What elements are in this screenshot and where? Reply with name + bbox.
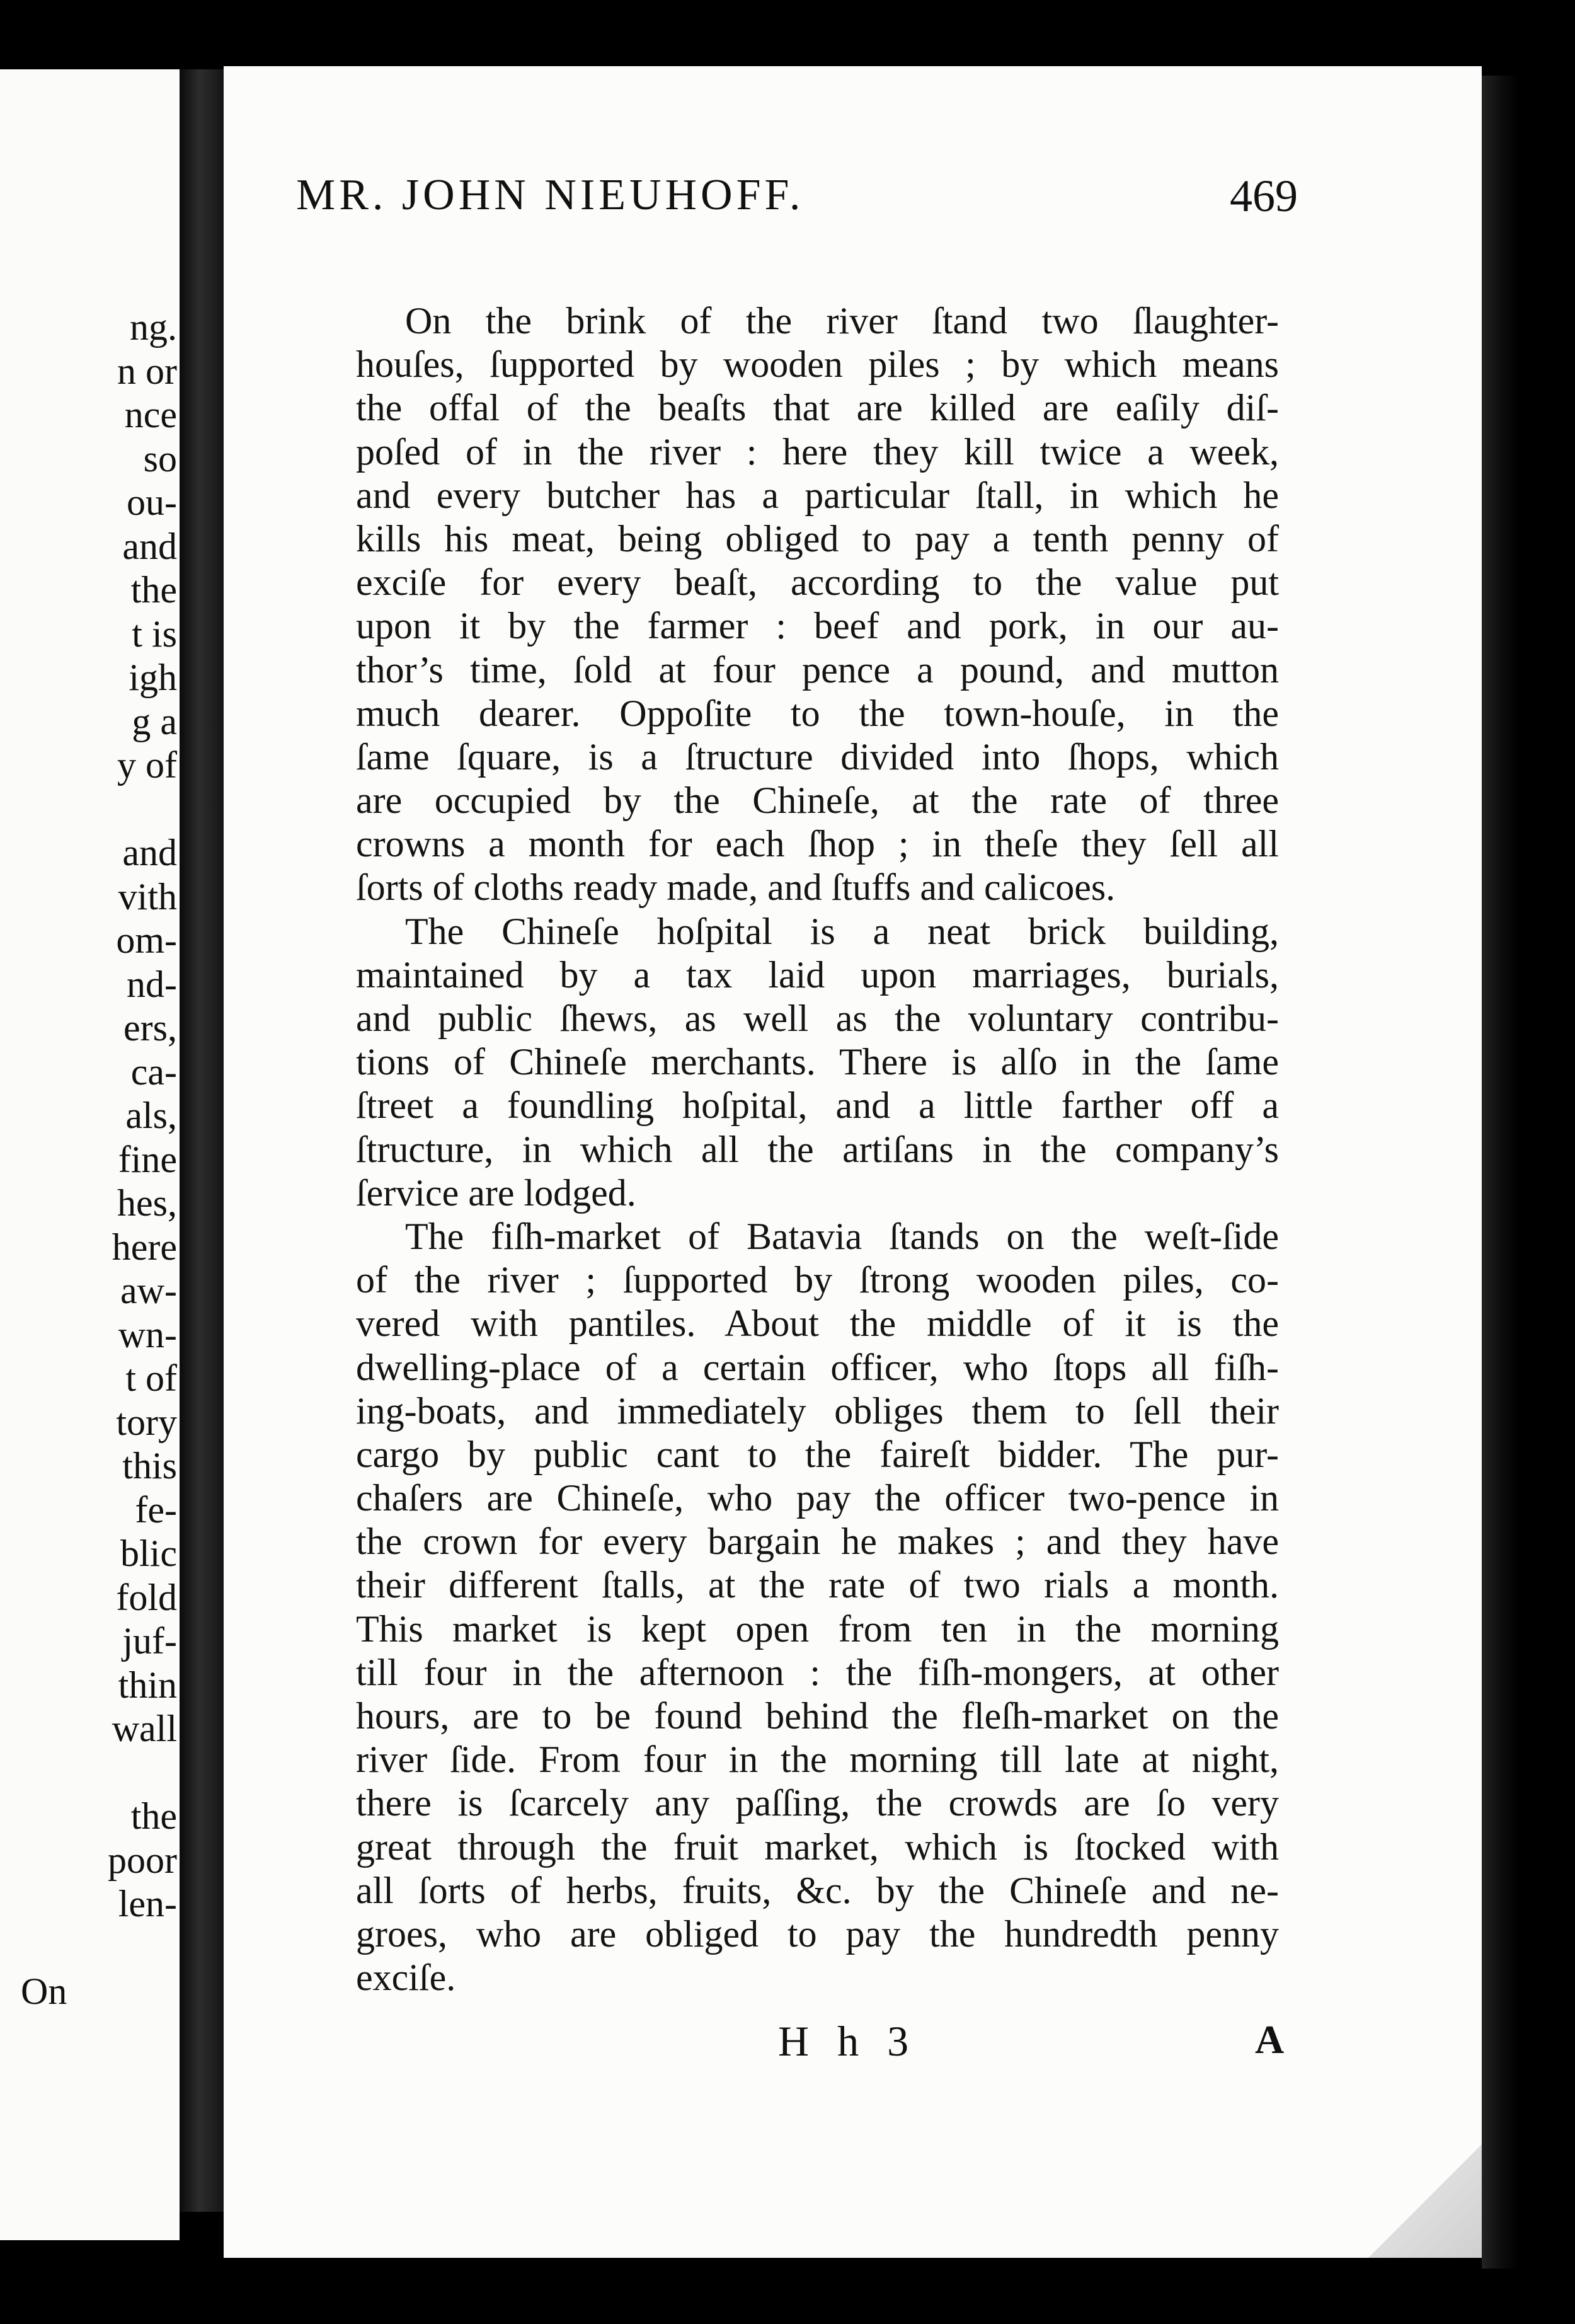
left-page-fragment <box>16 788 180 832</box>
left-page-fragment: len- <box>118 1883 177 1924</box>
body-line: upon it by the farmer : beef and pork, in our au- <box>356 605 1279 647</box>
left-page-fragment <box>16 1926 180 1970</box>
body-line: exciſe for every beaſt, according to the value put <box>356 561 1279 604</box>
body-line: This market is kept open from ten in the morning <box>356 1608 1279 1650</box>
left-page-fragment: om- <box>116 919 177 961</box>
left-page-fragment: t is <box>132 613 177 655</box>
left-page-fragment: and <box>122 832 177 873</box>
left-page-fragment: igh <box>129 657 177 698</box>
body-line: and public ſhews, as well as the voluntary contribu- <box>356 998 1279 1039</box>
body-line: their different ſtalls, at the rate of two rials a month. <box>356 1564 1279 1606</box>
left-page-fragment: blic <box>120 1533 177 1574</box>
body-line: poſed of in the river : here they kill twice a week, <box>356 430 1279 473</box>
body-line: The Chineſe hoſpital is a neat brick building, <box>405 910 1279 952</box>
running-head-title: MR. JOHN NIEUHOFF. <box>296 171 805 219</box>
body-line: ſorts of cloths ready made, and ſtuffs and calicoes. <box>356 866 1116 909</box>
body-line: are occupied by the Chineſe, at the rate of three <box>356 779 1279 822</box>
left-page-fragment: ca- <box>130 1050 177 1093</box>
body-line: crowns a month for each ſhop ; in theſe they ſell all <box>356 823 1279 865</box>
body-line: great through the fruit market, which is ſtocked with <box>356 1826 1279 1868</box>
body-line: the crown for every bargain he makes ; and they have <box>356 1521 1279 1563</box>
body-line: dwelling-place of a certain officer, who ſtops all fiſh- <box>356 1346 1279 1388</box>
body-line: thor’s time, ſold at four pence a pound, and mutton <box>356 648 1279 691</box>
left-page-fragment: nd- <box>127 963 177 1005</box>
left-page-fragment: juf- <box>122 1620 177 1662</box>
body-line: ing-boats, and immediately obliges them to ſell their <box>356 1389 1279 1432</box>
left-page-fragment: the <box>130 1795 177 1837</box>
left-page-fragment: nce <box>124 394 177 435</box>
book-gutter <box>180 69 224 2212</box>
page-number: 469 <box>1230 171 1298 221</box>
body-line: kills his meat, being obliged to pay a tenth penny of <box>356 517 1279 560</box>
left-page-fragment: this <box>122 1445 177 1487</box>
page-corner-fold <box>1368 2144 1482 2258</box>
left-page-fragment: so <box>143 437 177 480</box>
body-line: the offal of the beaſts that are killed are eaſily diſ- <box>356 387 1279 429</box>
body-line: groes, who are obliged to pay the hundredth penny <box>356 1913 1279 1955</box>
body-line: of the river ; ſupported by ſtrong wooden piles, co- <box>356 1259 1279 1301</box>
page-edge <box>1482 76 1520 2269</box>
body-line: ſervice are lodged. <box>356 1171 636 1214</box>
left-page-fragment: aw- <box>120 1270 177 1311</box>
body-line: cargo by public cant to the faireſt bidder. The pur- <box>356 1433 1279 1475</box>
left-page-fragment: g a <box>132 700 177 742</box>
catchword: A <box>1255 2017 1285 2062</box>
left-page-fragment: ers, <box>123 1007 177 1049</box>
body-line: and every butcher has a particular ſtall, in which he <box>356 474 1279 516</box>
left-page-fragment: here <box>112 1226 177 1268</box>
left-page-fragment: ng. <box>130 306 177 348</box>
left-page-fragment: wall <box>112 1708 177 1749</box>
left-page-fragment: and <box>122 525 177 567</box>
body-line: ſame ſquare, is a ſtructure divided into ſhops, which <box>356 735 1279 778</box>
left-page-fragment: wn- <box>118 1313 177 1355</box>
body-line: maintained by a tax laid upon marriages, burials, <box>356 953 1279 996</box>
body-line: all ſorts of herbs, fruits, &c. by the Chineſe and ne- <box>356 1869 1279 1911</box>
left-page-fragment: fine <box>118 1138 177 1180</box>
left-page-fragment: t of <box>125 1357 177 1399</box>
left-page-fragment <box>16 1751 180 1795</box>
left-page-fragment: fold <box>116 1576 177 1618</box>
signature-mark: H h 3 <box>778 2017 918 2065</box>
left-page-fragment: als, <box>125 1095 177 1136</box>
left-page-fragment: tory <box>116 1401 177 1443</box>
left-page-fragment: poor <box>108 1839 177 1881</box>
body-line: tions of Chineſe merchants. There is alſo in the ſame <box>356 1041 1279 1083</box>
body-line: exciſe. <box>356 1957 456 1999</box>
body-line: hours, are to be found behind the fleſh-market on the <box>356 1695 1279 1737</box>
left-page-fragment: vith <box>118 875 177 918</box>
left-page-fragment: thin <box>118 1664 177 1706</box>
body-line: much dearer. Oppoſite to the town-houſe, in the <box>356 692 1279 734</box>
body-line: vered with pantiles. About the middle of it is the <box>356 1303 1279 1345</box>
left-page <box>0 69 180 2240</box>
running-head <box>296 170 1298 239</box>
body-line: On the brink of the river ſtand two ſlaughter- <box>405 300 1279 342</box>
body-line: there is ſcarcely any paſſing, the crowds are ſo very <box>356 1782 1279 1824</box>
left-page-fragment: y of <box>117 744 177 786</box>
left-page-fragments <box>16 306 180 2014</box>
body-text <box>356 299 1279 1999</box>
body-line: chaſers are Chineſe, who pay the officer two-pence in <box>356 1477 1279 1519</box>
left-page-fragment: n or <box>117 350 177 392</box>
body-line: ſtreet a foundling hoſpital, and a little farther off a <box>356 1084 1279 1127</box>
body-line: river ſide. From four in the morning till late at night, <box>356 1739 1279 1781</box>
body-line: ſtructure, in which all the artiſans in the company’s <box>356 1128 1279 1170</box>
left-page-fragment: hes, <box>117 1182 177 1224</box>
left-page-fragment: the <box>130 569 177 611</box>
left-page-fragment: On <box>21 1970 67 2012</box>
left-page-fragment: fe- <box>135 1488 177 1531</box>
body-line: The fiſh-market of Batavia ſtands on the weſt-ſide <box>405 1215 1279 1257</box>
body-line: till four in the afternoon : the fiſh-mongers, at other <box>356 1651 1279 1693</box>
body-line: houſes, ſupported by wooden piles ; by which means <box>356 343 1279 386</box>
left-page-fragment: ou- <box>127 481 177 523</box>
